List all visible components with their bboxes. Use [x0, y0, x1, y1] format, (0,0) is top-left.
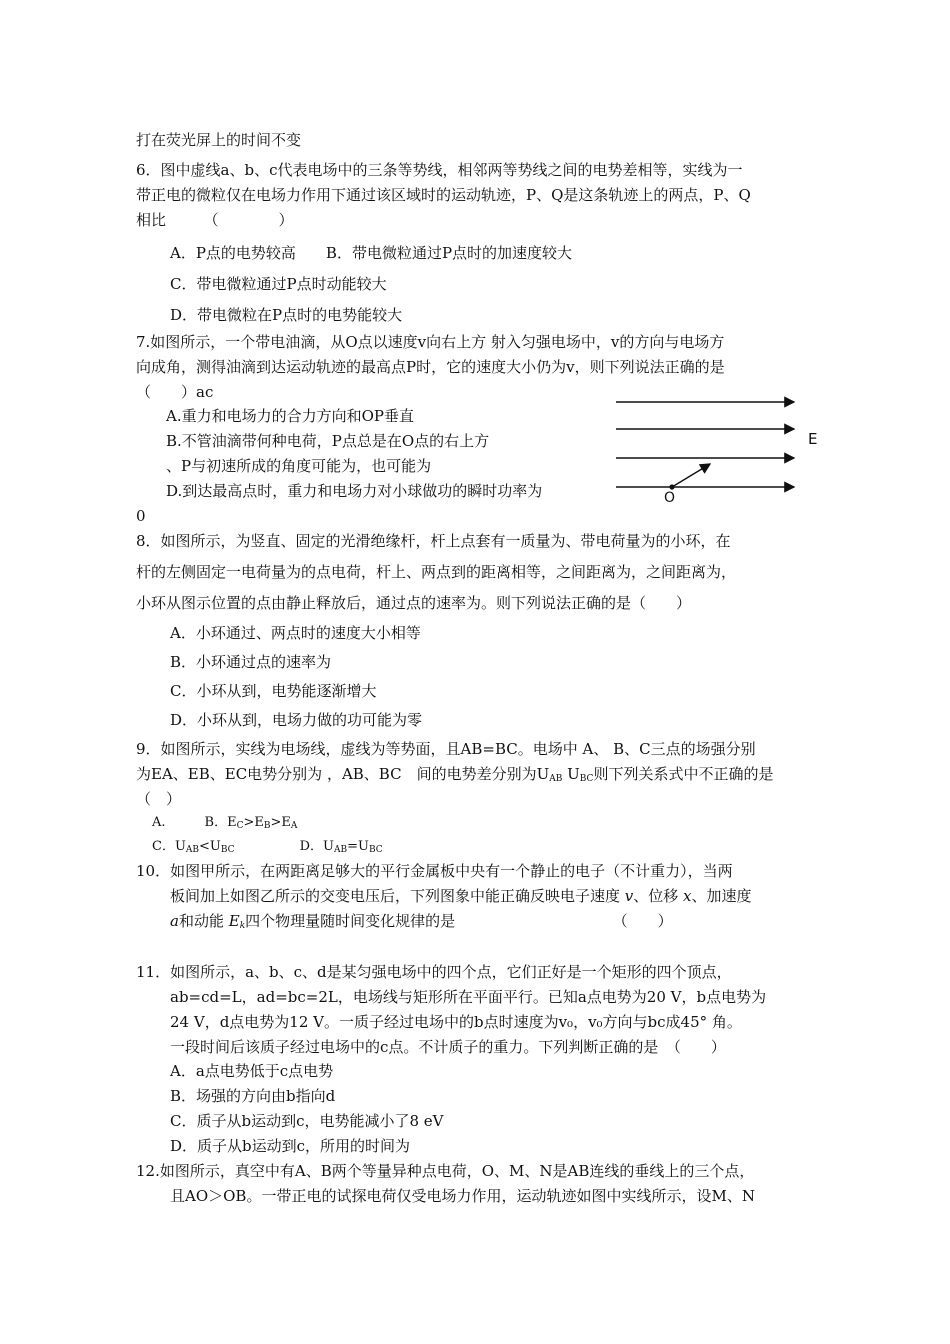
text-line: 带正电的微粒仅在电场力作用下通过该区域时的运动轨迹，P、Q是这条轨迹上的两点，P、Q [136, 186, 751, 204]
subscript: k [239, 921, 246, 931]
subscript: C [236, 821, 244, 831]
question-8-stem: 8．如图所示，为竖直、固定的光滑绝缘杆，杆上点套有一质量为、带电荷量为的小环，在 [136, 532, 731, 550]
text-line: 24 V，d点电势为12 V。一质子经过电场中的b点时速度为v₀，v₀方向与bc成45° 角。 [170, 1013, 742, 1031]
option-line: A．P点的电势较高 B．带电微粒通过P点时的加速度较大 [170, 244, 573, 262]
option-line: A．小环通过、两点时的速度大小相等 [170, 624, 421, 642]
subscript: A [290, 821, 298, 831]
text-segment: A. B．E [152, 815, 237, 830]
text-segment: 板间加上如图乙所示的交变电压后，下列图象中能正确反映电子速度 [170, 887, 625, 905]
text-line: 打在荧光屏上的时间不变 [136, 131, 302, 149]
text-segment: 四个物理量随时间变化规律的是 （ ） [245, 912, 673, 930]
option-line: D．小环从到，电场力做的功可能为零 [170, 711, 423, 729]
text-line [170, 886, 752, 906]
subscript: AB [333, 845, 348, 855]
option-line [152, 837, 383, 860]
text-line: 且AO＞OB。一带正电的试探电荷仅受电场力作用，运动轨迹如图中实线所示，设M、N [170, 1187, 755, 1205]
text-segment: v [624, 887, 634, 905]
question-12-stem: 12.如图所示，真空中有A、B两个等量异种点电荷，O、M、N是AB连线的垂线上的三个点， [136, 1162, 755, 1180]
option-line: D．带电微粒在P点时的电势能较大 [170, 306, 403, 324]
text-segment: a [170, 912, 179, 930]
option-line: C．小环从到，电势能逐渐增大 [170, 682, 377, 700]
text-line: （ ） [136, 790, 182, 808]
option-line: D．质子从b运动到c，所用的时间为 [170, 1137, 411, 1155]
text-line: 杆的左侧固定一电荷量为的点电荷，杆上、两点到的距离相等，之间距离为，之间距离为， [136, 563, 737, 581]
text-line: 向成角，测得油滴到达运动轨迹的最高点P时，它的速度大小仍为v，则下列说法正确的是 [136, 358, 725, 376]
text-segment: U [562, 765, 580, 783]
velocity-arrow [672, 464, 710, 487]
field-label: E [808, 430, 818, 448]
text-segment: 、加速度 [691, 887, 752, 905]
text-line [170, 911, 673, 936]
option-line: C．带电微粒通过P点时动能较大 [170, 275, 387, 293]
text-segment: D．U [234, 839, 334, 854]
subscript: BC [220, 845, 235, 855]
text-line [136, 764, 773, 789]
text-segment: 为EA、EB、EC电势分别为 ，AB、BC 间的电势差分别为U [136, 765, 550, 783]
question-6-stem: 6．图中虚线a、b、c代表电场中的三条等势线，相邻两等势线之间的电势差相等，实线为一 [136, 161, 743, 179]
question-11-stem: 11．如图所示，a、b、c、d是某匀强电场中的四个点，它们正好是一个矩形的四个顶点， [136, 963, 732, 981]
text-segment: 和动能 [178, 912, 229, 930]
text-segment: C．U [152, 839, 186, 854]
text-segment: E [228, 912, 240, 930]
subscript: AB [549, 774, 563, 784]
option-line: A．a点电势低于c点电势 [170, 1062, 334, 1080]
subscript: B [263, 821, 271, 831]
origin-point [669, 484, 674, 489]
option-line: C．质子从b运动到c，电势能减小了8 eV [170, 1112, 444, 1130]
text-line: （ ）ac [136, 383, 214, 401]
question-7-stem: 7.如图所示，一个带电油滴，从O点以速度v向右上方 射入匀强电场中，v的方向与电场方 [136, 333, 725, 351]
option-line: B.不管油滴带何种电荷，P点总是在O点的右上方 [166, 432, 490, 450]
electric-field-figure [612, 392, 822, 504]
text-line: 相比 （ ） [136, 211, 294, 229]
text-segment: =U [347, 839, 369, 854]
option-line: 、P与初速所成的角度可能为，也可能为 [166, 457, 432, 475]
option-line: B．小环通过点的速率为 [170, 653, 332, 671]
text-line: 一段时间后该质子经过电场中的c点。不计质子的重力。下列判断正确的是 （ ） [170, 1038, 726, 1056]
option-line [152, 813, 297, 836]
text-segment: 则下列关系式中不正确的是 [593, 765, 774, 783]
text-segment: >E [243, 815, 264, 830]
text-segment: <U [199, 839, 221, 854]
text-segment: x [683, 887, 692, 905]
subscript: BC [368, 845, 383, 855]
option-line: B．场强的方向由b指向d [170, 1087, 336, 1105]
text-line: 小环从图示位置的点由静止释放后，通过点的速率为。则下列说法正确的是（ ） [136, 594, 692, 612]
origin-label: O [664, 490, 676, 504]
subscript: AB [185, 845, 200, 855]
text-line: 0 [136, 507, 146, 525]
question-10-stem: 10．如图甲所示，在两距离足够大的平行金属板中央有一个静止的电子（不计重力），当两 [136, 862, 733, 880]
option-line: A.重力和电场力的合力方向和OP垂直 [166, 407, 414, 425]
text-segment: 、位移 [633, 887, 684, 905]
question-9-stem: 9．如图所示，实线为电场线，虚线为等势面，且AB=BC。电场中 A、 B、C三点的场强分别 [136, 740, 756, 758]
subscript: BC [579, 774, 594, 784]
option-line: D.到达最高点时，重力和电场力对小球做功的瞬时功率为 [166, 482, 543, 500]
text-line: ab=cd=L，ad=bc=2L，电场线与矩形所在平面平行。已知a点电势为20 V，b点电势为 [170, 988, 767, 1006]
text-segment: >E [270, 815, 291, 830]
